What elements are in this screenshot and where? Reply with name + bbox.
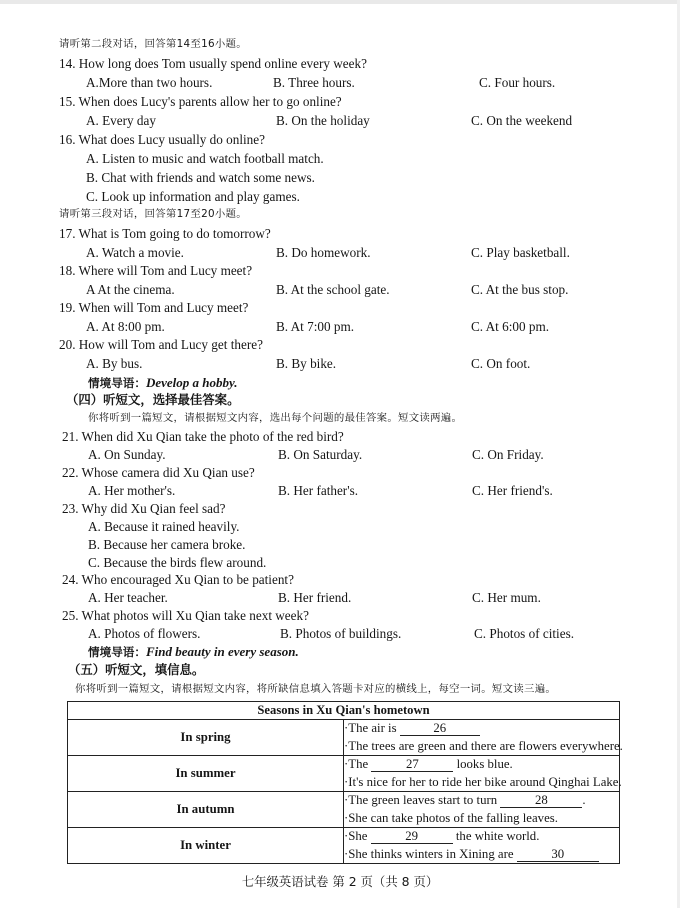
answer-blank-30[interactable]: 30 [517, 847, 599, 862]
q16-option-b: B. Chat with friends and watch some news. [86, 170, 315, 185]
question-22: 22. Whose camera did Xu Qian use? [62, 465, 255, 480]
answer-blank-28[interactable]: 28 [500, 793, 582, 808]
detail-text: ·The trees are green and there are flowers everywhere. [344, 738, 623, 753]
q17-option-c: C. Play basketball. [471, 245, 570, 260]
q23-option-c: C. Because the birds flew around. [88, 555, 267, 570]
table-row-spring [68, 720, 620, 756]
answer-blank-27[interactable]: 27 [371, 757, 453, 772]
q18-option-a: A At the cinema. [86, 282, 175, 297]
question-15: 15. When does Lucy's parents allow her to go online? [59, 94, 342, 109]
section-5-title: （五）听短文，填信息。 [68, 662, 205, 677]
detail-text: ·The [344, 757, 369, 771]
q20-option-a: A. By bus. [86, 356, 143, 371]
q15-option-b: B. On the holiday [276, 113, 370, 128]
context-text: Find beauty in every season. [145, 644, 299, 659]
seasons-table [67, 701, 623, 864]
question-20: 20. How will Tom and Lucy get there? [59, 337, 263, 352]
question-18: 18. Where will Tom and Lucy meet? [59, 263, 253, 278]
season-label-spring: In spring [68, 720, 344, 756]
season-detail-autumn [344, 792, 620, 828]
q22-option-b: B. Her father's. [278, 483, 359, 498]
instruction-part-2: 请听第二段对话，回答第14至16小题。 [59, 38, 248, 50]
question-24: 24. Who encouraged Xu Qian to be patient? [62, 572, 294, 587]
detail-text: the white world. [455, 829, 540, 843]
q15-option-a: A. Every day [86, 113, 156, 128]
season-detail-winter [344, 828, 620, 864]
question-16: 16. What does Lucy usually do online? [59, 132, 265, 147]
answer-blank-29[interactable]: 29 [371, 829, 453, 844]
q17-option-b: B. Do homework. [276, 245, 371, 260]
q25-option-b: B. Photos of buildings. [280, 626, 402, 641]
q19-option-b: B. At 7:00 pm. [276, 319, 355, 334]
table-title: Seasons in Xu Qian's hometown [68, 702, 620, 720]
q21-option-b: B. On Saturday. [278, 447, 363, 462]
context-text: Develop a hobby. [145, 375, 238, 390]
q22-option-c: C. Her friend's. [472, 483, 553, 498]
season-detail-summer [344, 756, 620, 792]
q21-option-c: C. On Friday. [472, 447, 544, 462]
table-row-autumn [68, 792, 620, 828]
context-label: 情境导语： [88, 376, 146, 390]
q22-option-a: A. Her mother's. [88, 483, 176, 498]
answer-blank-26[interactable]: 26 [400, 721, 480, 736]
question-23: 23. Why did Xu Qian feel sad? [62, 501, 226, 516]
season-label-autumn: In autumn [68, 792, 344, 828]
detail-text: ·She thinks winters in Xining are [344, 846, 514, 861]
q15-option-c: C. On the weekend [471, 113, 573, 128]
q17-option-a: A. Watch a movie. [86, 245, 184, 260]
season-label-summer: In summer [68, 756, 344, 792]
table-row-winter [68, 828, 620, 864]
section-4-title: （四）听短文，选择最佳答案。 [66, 392, 240, 407]
q19-option-c: C. At 6:00 pm. [471, 319, 550, 334]
question-17: 17. What is Tom going to do tomorrow? [59, 226, 271, 241]
table-row-summer [68, 756, 620, 792]
detail-text: ·The air is [344, 721, 397, 735]
context-label: 情境导语： [88, 645, 146, 659]
question-25: 25. What photos will Xu Qian take next week? [62, 608, 309, 623]
detail-text: . [582, 793, 586, 807]
q24-option-c: C. Her mum. [472, 590, 541, 605]
detail-text: ·She [344, 829, 368, 843]
detail-text: looks blue. [456, 757, 513, 771]
q14-option-b: B. Three hours. [273, 75, 355, 90]
question-19: 19. When will Tom and Lucy meet? [59, 300, 249, 315]
q20-option-c: C. On foot. [471, 356, 531, 371]
page-footer: 七年级英语试卷 第 2 页（共 8 页） [241, 874, 439, 889]
detail-text: ·The green leaves start to turn [344, 793, 498, 807]
question-21: 21. When did Xu Qian take the photo of the red bird? [62, 429, 344, 444]
q18-option-c: C. At the bus stop. [471, 282, 569, 297]
section-5-instruction: 你将听到一篇短文，请根据短文内容，将所缺信息填入答题卡对应的横线上，每空一词。短文读三遍。 [75, 683, 557, 695]
q14-option-a: A.More than two hours. [86, 75, 213, 90]
detail-text: ·It's nice for her to ride her bike around Qinghai Lake. [344, 774, 622, 789]
q18-option-b: B. At the school gate. [276, 282, 390, 297]
q20-option-b: B. By bike. [276, 356, 337, 371]
page-top-edge [0, 0, 680, 4]
context-intro-1 [88, 374, 238, 392]
section-4-instruction: 你将听到一篇短文，请根据短文内容，选出每个问题的最佳答案。短文读两遍。 [88, 412, 463, 424]
q16-option-a: A. Listen to music and watch football match. [86, 151, 324, 166]
q25-option-c: C. Photos of cities. [474, 626, 575, 641]
q23-option-b: B. Because her camera broke. [88, 537, 246, 552]
question-14: 14. How long does Tom usually spend online every week? [59, 56, 367, 71]
q21-option-a: A. On Sunday. [88, 447, 166, 462]
q23-option-a: A. Because it rained heavily. [88, 519, 240, 534]
q25-option-a: A. Photos of flowers. [88, 626, 201, 641]
instruction-part-3: 请听第三段对话，回答第17至20小题。 [59, 208, 248, 220]
q19-option-a: A. At 8:00 pm. [86, 319, 165, 334]
context-intro-2 [88, 643, 299, 661]
season-detail-spring [344, 720, 623, 756]
q24-option-b: B. Her friend. [278, 590, 352, 605]
detail-text: ·She can take photos of the falling leaves. [344, 810, 558, 825]
q24-option-a: A. Her teacher. [88, 590, 168, 605]
season-label-winter: In winter [68, 828, 344, 864]
q14-option-c: C. Four hours. [479, 75, 556, 90]
q16-option-c: C. Look up information and play games. [86, 189, 300, 204]
